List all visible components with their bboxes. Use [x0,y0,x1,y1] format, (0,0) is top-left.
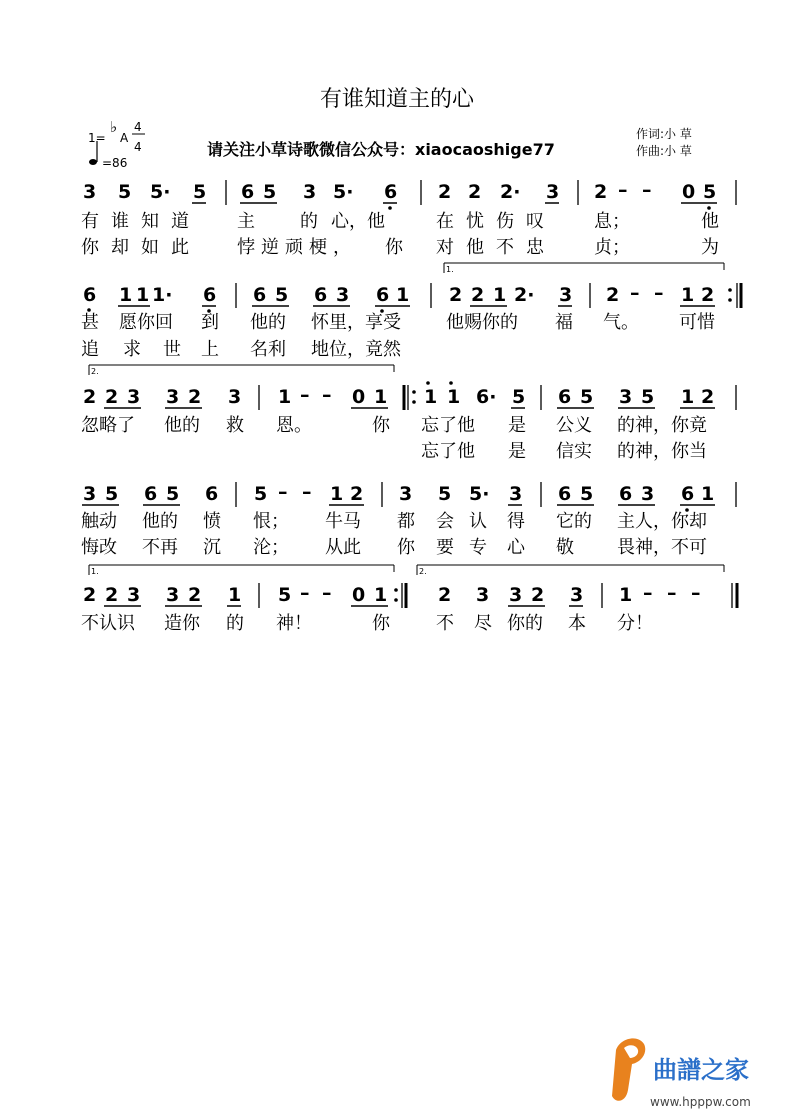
svg-text:3: 3 [303,181,317,203]
notation-line-3 [83,381,736,410]
svg-text:–: – [322,582,332,604]
svg-text:你: 你 [397,537,415,558]
svg-text:追: 追 [81,339,99,360]
svg-text:5: 5 [641,386,655,408]
svg-text:忘了他: 忘了他 [421,441,475,462]
lyrics-line-6 [421,441,707,462]
system-2 [81,282,741,376]
svg-text:5: 5 [118,181,132,203]
svg-text:会: 会 [436,511,454,532]
song-title: 有谁知道主的心 [319,87,475,112]
svg-text:5: 5 [275,284,289,306]
svg-text:名利: 名利 [250,339,286,360]
svg-text:3: 3 [127,584,141,606]
svg-text:6: 6 [558,386,572,408]
svg-text:1: 1 [701,483,715,505]
svg-text:3: 3 [166,584,180,606]
volta-label: 1. [91,567,99,576]
svg-text:–: – [667,582,677,604]
svg-text:的神，你当: 的神，你当 [617,441,707,462]
svg-text:6·: 6· [476,386,497,408]
lyrics-line-7 [81,511,707,532]
svg-text:心: 心 [507,537,525,558]
svg-text:有谁知道: 有谁知道 [81,211,201,232]
svg-text:0: 0 [352,584,366,606]
site-logo [598,1020,788,1115]
svg-text:3: 3 [228,386,242,408]
svg-text:本: 本 [568,613,586,634]
svg-text:–: – [322,384,332,406]
svg-text:你: 你 [372,613,390,634]
svg-text:6: 6 [376,284,390,306]
subtitle: 请关注小草诗歌微信公众号：xiaocaoshige77 [207,140,555,159]
svg-text:6: 6 [253,284,267,306]
svg-text:2: 2 [531,584,545,606]
svg-text:6: 6 [241,181,255,203]
lyrics-line-9 [81,613,653,634]
svg-text:他: 他 [701,211,719,232]
svg-text:–: – [278,481,288,503]
svg-text:畏神，不可: 畏神，不可 [617,537,707,558]
svg-text:3: 3 [127,386,141,408]
svg-text:2: 2 [83,584,97,606]
svg-text:2: 2 [438,181,452,203]
svg-text:1: 1 [681,386,695,408]
svg-text:是: 是 [508,415,526,436]
svg-text:主: 主 [237,211,255,232]
svg-text:息；: 息； [594,211,630,232]
svg-text:1: 1 [228,584,242,606]
svg-text:可惜: 可惜 [679,312,715,333]
svg-text:1: 1 [619,584,633,606]
svg-text:得: 得 [507,511,525,532]
svg-text:3: 3 [641,483,655,505]
svg-text:3: 3 [336,284,350,306]
svg-text:5: 5 [263,181,277,203]
svg-text:福: 福 [555,312,573,333]
svg-text:牛马: 牛马 [325,511,361,532]
svg-text:沦；: 沦； [253,537,289,558]
svg-text:恨；: 恨； [253,511,289,532]
svg-text:2: 2 [606,284,620,306]
svg-text:1: 1 [278,386,292,408]
svg-text:在忧伤叹: 在忧伤叹 [436,211,556,232]
svg-text:2: 2 [594,181,608,203]
svg-text:3: 3 [509,483,523,505]
svg-text:对他不忠: 对他不忠 [436,237,556,258]
svg-text:忽略了: 忽略了 [81,415,135,436]
svg-text:心，他: 心，他 [331,211,385,232]
svg-text:怀里，享受: 怀里，享受 [311,312,401,333]
time-top: 4 [134,120,142,134]
svg-text:你: 你 [372,415,390,436]
svg-text:的: 的 [226,613,244,634]
svg-text:1: 1 [493,284,507,306]
svg-text:–: – [618,179,628,201]
svg-text:5·: 5· [333,181,354,203]
svg-text:忘了他: 忘了他 [421,415,475,436]
svg-text:–: – [642,179,652,201]
svg-text:公义: 公义 [556,415,592,436]
svg-text:3: 3 [83,483,97,505]
svg-text:他赐你的: 他赐你的 [446,312,518,333]
notation-line-4 [82,481,736,512]
lyrics-line-5 [81,415,707,436]
svg-text:–: – [691,582,701,604]
svg-text:你: 你 [385,237,403,258]
svg-text:专: 专 [469,537,487,558]
lyrics-line-4 [81,339,402,360]
svg-text:6: 6 [83,284,97,306]
svg-text:1: 1 [424,386,438,408]
svg-text:救: 救 [226,415,244,436]
svg-text:5: 5 [166,483,180,505]
key-signature [88,118,145,170]
svg-text:3: 3 [166,386,180,408]
svg-text:的: 的 [300,211,318,232]
svg-text:2: 2 [701,284,715,306]
svg-text:–: – [643,582,653,604]
volta-1 [444,263,724,274]
svg-text:从此: 从此 [325,537,361,558]
svg-text:5: 5 [512,386,526,408]
svg-text:3: 3 [476,584,490,606]
svg-text:造你: 造你 [164,613,200,634]
svg-text:5: 5 [580,386,594,408]
flat-sign: ♭ [110,118,118,136]
svg-text:1: 1 [447,386,461,408]
svg-text:你却如此: 你却如此 [81,237,201,258]
lyrics-line-8 [81,537,707,558]
svg-text:世: 世 [163,339,181,360]
svg-text:神！: 神！ [276,613,312,634]
system-4 [81,481,736,576]
key-prefix: 1= [88,131,106,145]
logo-brand-text: 曲譜之家 [653,1056,749,1084]
svg-text:5: 5 [254,483,268,505]
lyrics-line-2 [81,237,719,258]
system-1 [81,179,736,274]
svg-text:5: 5 [105,483,119,505]
svg-text:1: 1 [119,284,133,306]
svg-text:3: 3 [559,284,573,306]
notation-line-5 [83,582,737,608]
system-3 [81,381,736,462]
system-5 [81,582,737,634]
svg-text:敬: 敬 [556,537,574,558]
svg-text:2: 2 [188,386,202,408]
svg-text:1·: 1· [152,284,173,306]
svg-text:2: 2 [438,584,452,606]
svg-text:1: 1 [136,284,150,306]
svg-text:5·: 5· [150,181,171,203]
svg-text:上: 上 [201,339,219,360]
logo-url-text: www.hpppw.com [650,1095,751,1109]
tempo-mark: =86 [102,156,128,170]
svg-text:6: 6 [144,483,158,505]
svg-text:愤: 愤 [203,511,221,532]
volta-1-second [89,565,394,576]
svg-text:0: 0 [352,386,366,408]
svg-text:主人，你却: 主人，你却 [617,511,707,532]
svg-text:不再: 不再 [142,537,178,558]
svg-text:–: – [654,282,664,304]
svg-text:贞；: 贞； [594,237,630,258]
svg-text:甚: 甚 [81,312,99,333]
svg-text:1: 1 [374,584,388,606]
volta-label: 1. [446,265,454,274]
svg-text:6: 6 [558,483,572,505]
svg-text:6: 6 [203,284,217,306]
svg-text:2: 2 [188,584,202,606]
svg-text:是: 是 [508,441,526,462]
svg-text:0: 0 [682,181,696,203]
svg-text:愿你回: 愿你回 [119,312,173,333]
svg-text:他的: 他的 [164,415,200,436]
lyrics-line-1 [81,211,719,232]
svg-text:他的: 他的 [250,312,286,333]
svg-text:–: – [300,384,310,406]
svg-text:不认识造你的神！你不尽你的本分！ [0,1098,16,1101]
svg-text:6: 6 [205,483,219,505]
svg-text:2: 2 [701,386,715,408]
svg-text:5: 5 [580,483,594,505]
svg-text:恩。: 恩。 [276,415,312,436]
svg-text:3: 3 [83,181,97,203]
svg-text:2·: 2· [500,181,521,203]
lyrics-line-3 [81,312,715,333]
svg-text:2: 2 [471,284,485,306]
svg-text:2: 2 [468,181,482,203]
svg-text:为: 为 [701,237,719,258]
svg-text:3: 3 [546,181,560,203]
svg-text:沉: 沉 [203,537,221,558]
svg-text:5: 5 [278,584,292,606]
svg-text:的神，你竟: 的神，你竟 [617,415,707,436]
svg-text:5: 5 [703,181,717,203]
svg-text:要: 要 [436,537,454,558]
svg-text:2: 2 [105,386,119,408]
svg-text:悖逆顽梗，: 悖逆顽梗， [237,237,357,258]
svg-text:他的: 他的 [142,511,178,532]
svg-text:它的: 它的 [556,511,592,532]
svg-text:6: 6 [681,483,695,505]
volta-label: 2. [91,367,99,376]
svg-text:–: – [302,481,312,503]
composer: 作曲:小 草 [636,144,692,158]
svg-text:1: 1 [681,284,695,306]
svg-text:2: 2 [83,386,97,408]
svg-text:不认识: 不认识 [81,613,135,634]
volta-label: 2. [419,567,427,576]
svg-text:都: 都 [397,511,415,532]
notation-line-1 [83,179,736,210]
volta-2-first [89,365,394,376]
svg-text:悔改: 悔改 [81,537,117,558]
svg-text:6: 6 [384,181,398,203]
svg-text:1: 1 [396,284,410,306]
svg-text:2: 2 [105,584,119,606]
svg-text:认: 认 [469,511,487,532]
svg-text:求: 求 [123,339,141,360]
svg-text:5·: 5· [469,483,490,505]
svg-text:地位，竟然: 地位，竟然 [311,339,401,360]
lyricist: 作词:小 草 [636,127,692,141]
svg-text:1: 1 [330,483,344,505]
svg-text:气。: 气。 [603,312,639,333]
svg-text:1: 1 [374,386,388,408]
svg-text:不: 不 [436,613,454,634]
notation-line-2 [83,282,741,313]
svg-text:到: 到 [201,312,219,333]
svg-text:6: 6 [619,483,633,505]
svg-text:–: – [630,282,640,304]
svg-text:触动: 触动 [81,511,117,532]
svg-text:分！: 分！ [617,613,653,634]
svg-text:尽: 尽 [474,613,492,634]
svg-text:6: 6 [314,284,328,306]
svg-text:3: 3 [570,584,584,606]
svg-text:3: 3 [509,584,523,606]
svg-text:2: 2 [350,483,364,505]
svg-text:–: – [300,582,310,604]
svg-text:5: 5 [438,483,452,505]
svg-text:5: 5 [193,181,207,203]
key-note: A [120,131,129,145]
quarter-note-icon [89,159,97,165]
volta-2-second [417,565,724,576]
svg-text:信实: 信实 [556,441,592,462]
svg-text:你的: 你的 [507,613,543,634]
svg-text:3: 3 [619,386,633,408]
time-bottom: 4 [134,140,142,154]
svg-text:2: 2 [449,284,463,306]
svg-text:2·: 2· [514,284,535,306]
svg-text:3: 3 [399,483,413,505]
